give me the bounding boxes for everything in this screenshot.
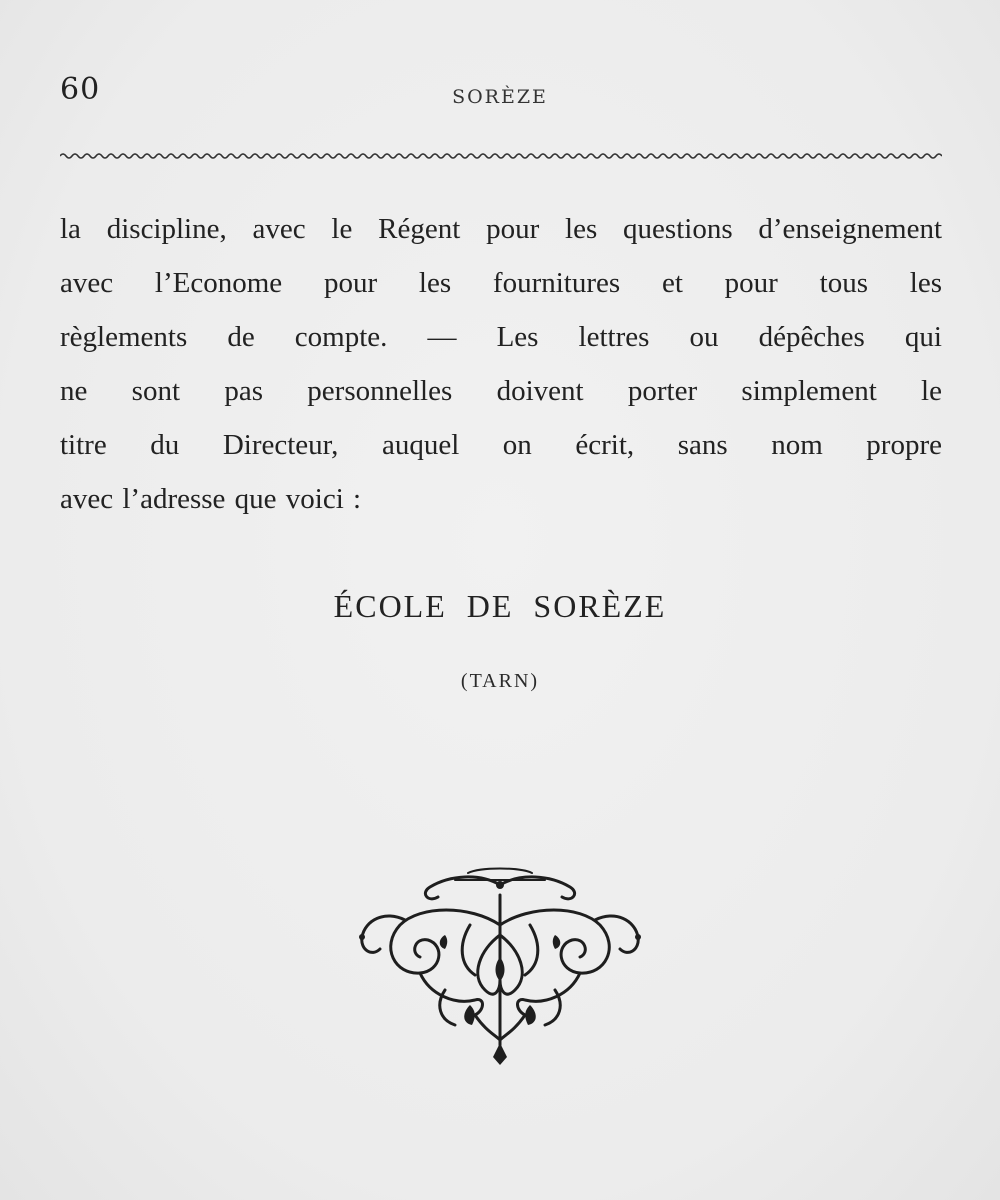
body-line: la discipline, avec le Régent pour les questions d’enseignement xyxy=(60,213,942,245)
running-head: SORÈZE xyxy=(452,86,548,108)
address-subheading: (TARN) xyxy=(460,670,540,692)
body-line: avec l’adresse que voici : xyxy=(60,483,362,515)
address-heading: ÉCOLE DE SORÈZE xyxy=(333,588,667,624)
body-line: titre du Directeur, auquel on écrit, sans nom propre xyxy=(60,429,942,461)
wavy-rule-divider xyxy=(60,146,942,166)
body-line: avec l’Econome pour les fournitures et pour tous les xyxy=(60,267,942,299)
page-number: 60 xyxy=(60,72,101,107)
fleuron-ornament-icon xyxy=(350,865,650,1075)
body-paragraph xyxy=(60,202,942,526)
body-line: ne sont pas personnelles doivent porter simplement le xyxy=(60,375,942,407)
body-line: règlements de compte. — Les lettres ou dépêches qui xyxy=(60,321,942,353)
